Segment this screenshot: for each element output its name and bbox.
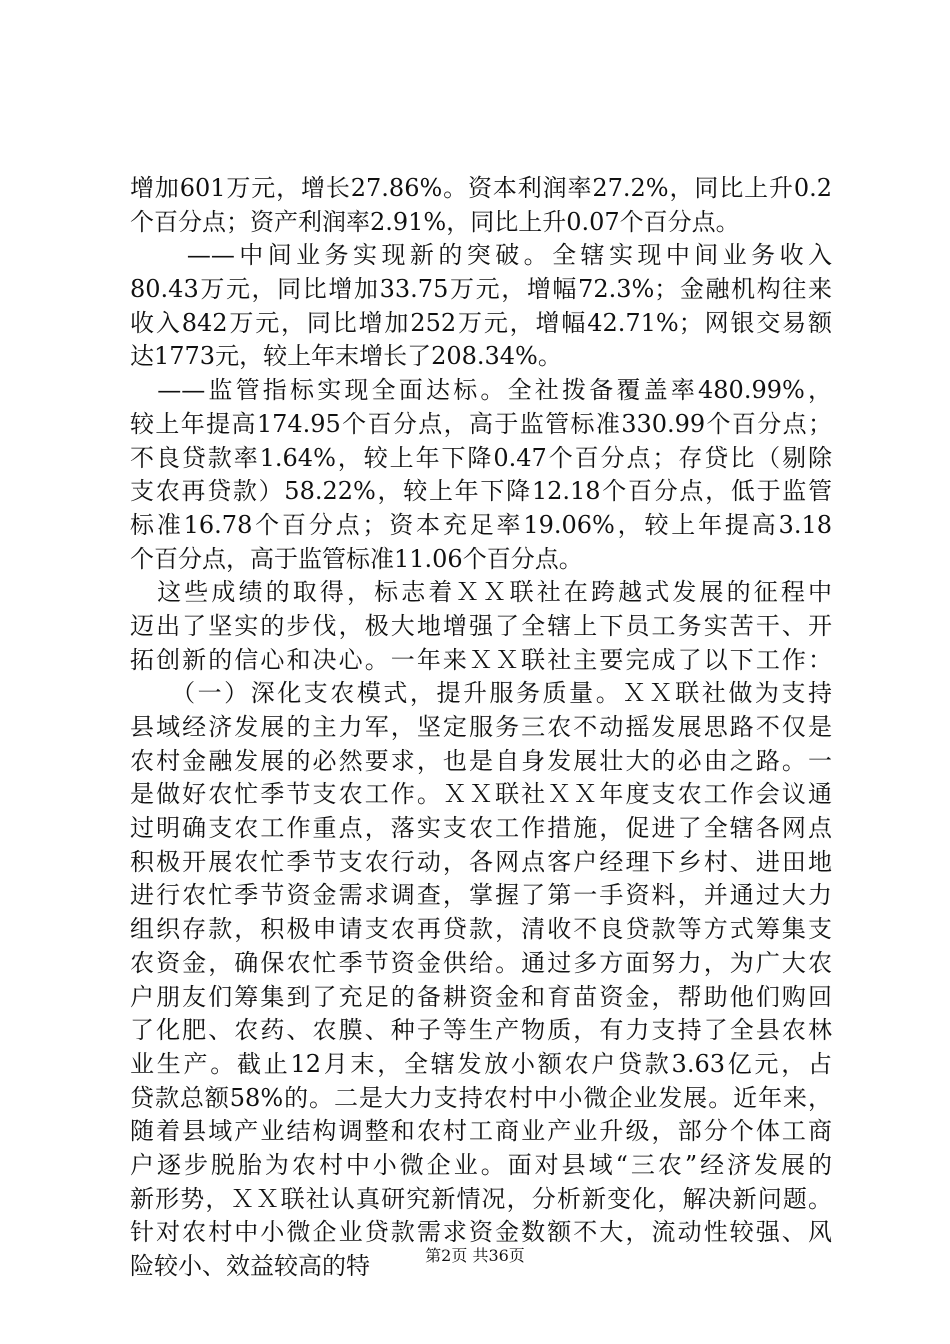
body-line: 个百分点，高于监管标准11.06个百分点。 xyxy=(130,544,583,573)
body-line: 业生产。截止12月末，全辖发放小额农户贷款3.63亿元，占 xyxy=(130,1049,832,1078)
body-line: 险较小、效益较高的特 xyxy=(130,1252,370,1280)
body-line: 县域经济发展的主力军，坚定服务三农不动摇发展思路不仅是 xyxy=(130,713,832,741)
body-line: ——监管指标实现全面达标。全社拨备覆盖率480.99%， xyxy=(130,376,832,405)
body-line: 支农再贷款）58.22%，较上年下降12.18个百分点，低于监管 xyxy=(130,477,832,506)
body-line: （一）深化支农模式，提升服务质量。ＸＸ联社做为支持 xyxy=(130,679,832,708)
body-line: 农资金，确保农忙季节资金供给。通过多方面努力，为广大农 xyxy=(130,948,832,977)
page-footer xyxy=(0,1246,950,1266)
body-line: 新形势，ＸＸ联社认真研究新情况，分析新变化，解决新问题。 xyxy=(130,1184,832,1213)
body-line: 个百分点；资产利润率2.91%，同比上升0.07个百分点。 xyxy=(130,207,740,236)
body-line: 贷款总额58%的。二是大力支持农村中小微企业发展。近年来， xyxy=(130,1083,832,1112)
body-line: 户逐步脱胎为农村中小微企业。面对县域“三农”经济发展的 xyxy=(130,1150,832,1179)
body-line: 较上年提高174.95个百分点，高于监管标准330.99个百分点； xyxy=(130,409,832,438)
body-line: 过明确支农工作重点，落实支农工作措施，促进了全辖各网点 xyxy=(130,814,832,843)
body-line: 增加601万元，增长27.86%。资本利润率27.2%，同比上升0.2 xyxy=(130,174,832,202)
body-line: 了化肥、农药、农膜、种子等生产物质，有力支持了全县农林 xyxy=(130,1016,832,1045)
body-line: 积极开展农忙季节支农行动，各网点客户经理下乡村、进田地 xyxy=(130,847,832,876)
body-line: 进行农忙季节资金需求调查，掌握了第一手资料，并通过大力 xyxy=(130,881,832,910)
body-text xyxy=(130,172,832,1284)
body-line: 达1773元，较上年末增长了208.34%。 xyxy=(130,342,562,371)
page-number-label: 第2页 共36页 xyxy=(425,1246,525,1265)
body-line: 不良贷款率1.64%，较上年下降0.47个百分点；存贷比（剔除 xyxy=(130,443,832,472)
body-line: 迈出了坚实的步伐，极大地增强了全辖上下员工务实苦干、开 xyxy=(130,611,832,640)
body-line: 组织存款，积极申请支农再贷款，清收不良贷款等方式筹集支 xyxy=(130,915,832,944)
body-line: 户朋友们筹集到了充足的备耕资金和育苗资金，帮助他们购回 xyxy=(130,982,832,1011)
body-line: 农村金融发展的必然要求，也是自身发展壮大的必由之路。一 xyxy=(130,746,832,775)
body-line: 拓创新的信心和决心。一年来ＸＸ联社主要完成了以下工作： xyxy=(130,645,832,674)
body-line: 这些成绩的取得，标志着ＸＸ联社在跨越式发展的征程中 xyxy=(130,578,832,607)
body-line: 针对农村中小微企业贷款需求资金数额不大，流动性较强、风 xyxy=(130,1218,832,1247)
body-line: 标准16.78个百分点；资本充足率19.06%，较上年提高3.18 xyxy=(130,510,832,539)
body-line: 收入842万元，同比增加252万元，增幅42.71%；网银交易额 xyxy=(130,308,832,337)
body-line: ——中间业务实现新的突破。全辖实现中间业务收入 xyxy=(130,241,832,270)
body-line: 80.43万元，同比增加33.75万元，增幅72.3%；金融机构往来 xyxy=(130,275,832,304)
body-line: 随着县域产业结构调整和农村工商业产业升级，部分个体工商 xyxy=(130,1117,832,1146)
body-line: 是做好农忙季节支农工作。ＸＸ联社ＸＸ年度支农工作会议通 xyxy=(130,780,832,809)
